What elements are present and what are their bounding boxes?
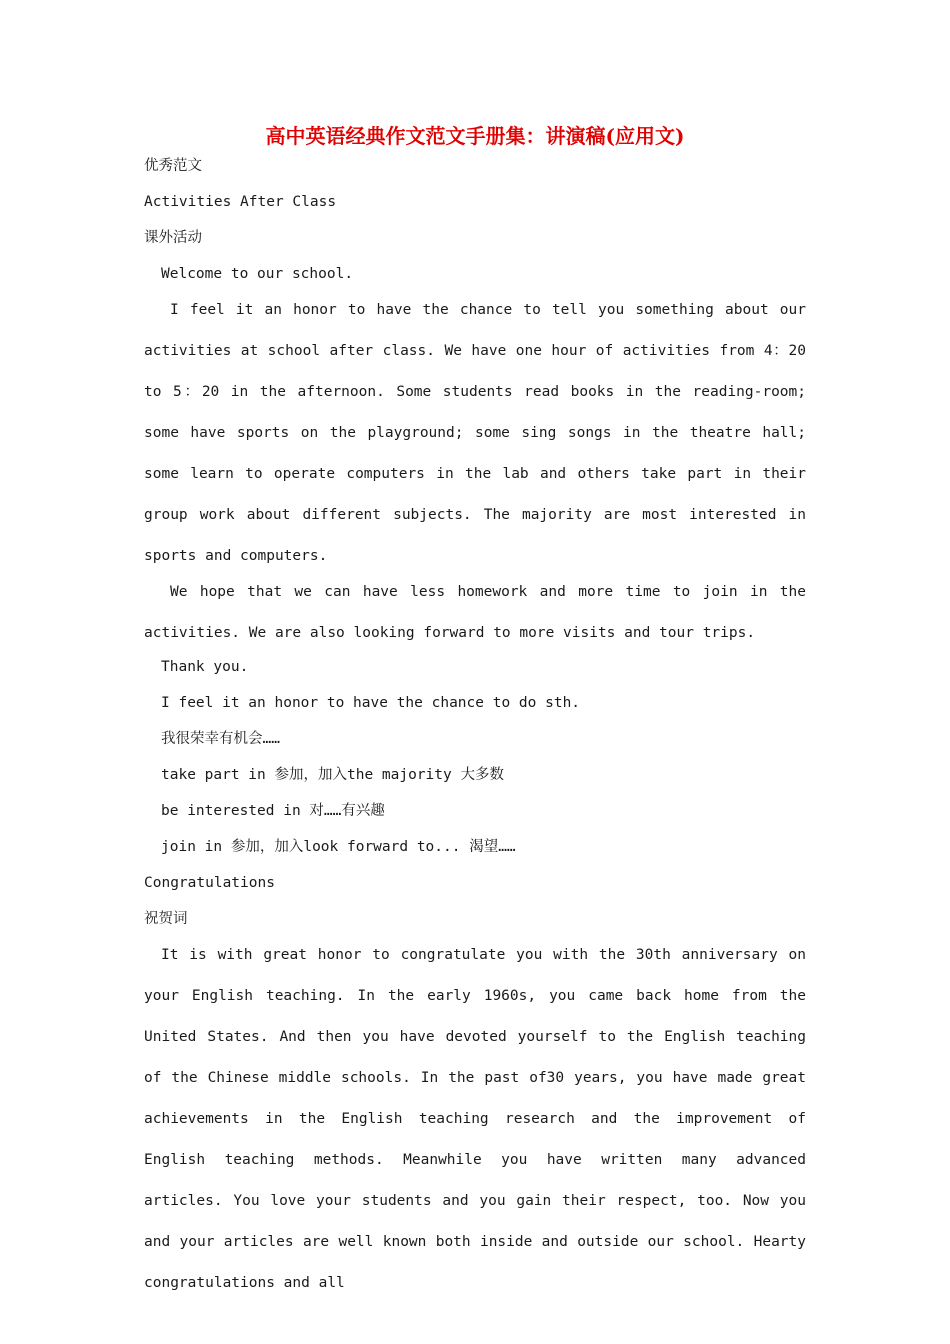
essay-heading-en: Congratulations xyxy=(144,875,275,891)
note-line: join in 参加，加入look forward to... 渴望…… xyxy=(161,839,516,855)
essay-paragraph: I feel it an honor to have the chance to tell you something about our activities at school after class. We have one hour of activities from 4：20 to 5：20 in the afternoon. Some students read books in the reading-room; some have sports on the playground; some sing songs in the theatre hall; some learn to operate computers in the lab and others take part in their group work about different subjects. The majority are most interested in sports and computers. xyxy=(144,302,806,564)
essay-heading-cn: 课外活动 xyxy=(144,230,202,246)
essay-paragraph: It is with great honor to congratulate you with the 30th anniversary on your English teaching. In the early 1960s, you came back home from the United States. And then you have devoted yourself to the English teaching of the Chinese middle schools. In the past of30 years, you have made great achievements in the English teaching research and the improvement of English teaching methods. Meanwhile you have written many advanced articles. You love your students and you gain their respect, too. Now you and your articles are well known both inside and outside our school. Hearty congratulations and all xyxy=(144,947,806,1291)
note-line: take part in 参加，加入the majority 大多数 xyxy=(161,767,504,783)
section-label: 优秀范文 xyxy=(144,158,202,174)
note-line: I feel it an honor to have the chance to do sth. xyxy=(161,695,581,711)
note-line: be interested in 对……有兴趣 xyxy=(161,803,385,819)
essay-heading-en: Activities After Class xyxy=(144,194,337,210)
essay-closing: Thank you. xyxy=(161,659,249,675)
document-body xyxy=(144,148,806,1304)
essay-heading-cn: 祝贺词 xyxy=(144,911,188,927)
essay-paragraph: We hope that we can have less homework and more time to join in the activities. We are also looking forward to more visits and tour trips. xyxy=(144,584,806,641)
essay-greeting: Welcome to our school. xyxy=(161,266,354,282)
note-line: 我很荣幸有机会…… xyxy=(161,731,280,747)
document-title: 高中英语经典作文范文手册集：讲演稿(应用文) xyxy=(265,124,685,148)
